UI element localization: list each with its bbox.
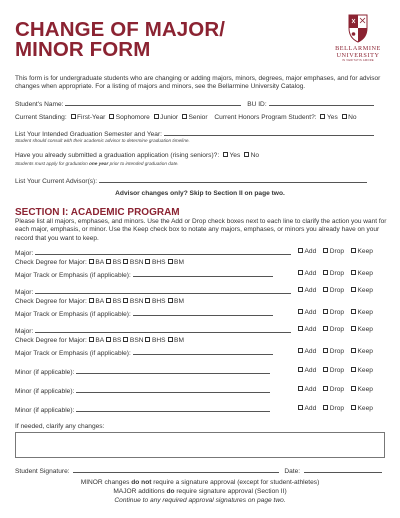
degree-3-bhs-checkbox[interactable]	[145, 337, 150, 342]
minor-1-label: Minor (if applicable):	[15, 369, 75, 376]
minor-1-drop-checkbox[interactable]	[323, 367, 328, 372]
title-line-1: CHANGE OF MAJOR/	[15, 18, 226, 41]
footer-line-1-pre: MINOR changes	[80, 479, 132, 486]
degree-bs-label: BS	[112, 298, 122, 305]
university-logo	[327, 13, 389, 63]
track-1-add-checkbox[interactable]	[298, 270, 303, 275]
footer-line-2-bold: do	[166, 488, 175, 495]
degree-2-bsn-checkbox[interactable]	[123, 298, 128, 303]
add-label: Add	[304, 367, 317, 374]
degree-bs-label: BS	[112, 259, 122, 266]
keep-label: Keep	[357, 386, 373, 393]
track-3-label: Major Track or Emphasis (if applicable):	[15, 350, 131, 357]
bu-id-label: BU ID:	[247, 101, 267, 108]
add-label: Add	[304, 405, 317, 412]
minor-1-actions	[296, 366, 373, 375]
major-1-keep-checkbox[interactable]	[351, 248, 356, 253]
track-3-row	[15, 347, 273, 358]
major-1-row	[15, 247, 291, 258]
grad-app-no-checkbox[interactable]	[244, 152, 249, 157]
bu-id-field[interactable]	[269, 98, 374, 106]
degree-bs-label: BS	[112, 337, 122, 344]
footer-line-2-pre: MAJOR additions	[113, 488, 167, 495]
section-1-instructions: Please list all majors, emphases, and minors. Use the Add or Drop check boxes next to each line to clarify the action you want for each major, emphasis, or minor. Use the Keep check box to notate any majors, emphases, or minors you already have on your record that you want to keep.	[15, 218, 387, 242]
drop-label: Drop	[329, 386, 345, 393]
crest-icon	[347, 13, 369, 43]
minor-3-row	[15, 404, 270, 415]
student-name-row	[15, 98, 374, 109]
track-3-actions	[296, 347, 373, 356]
track-2-label: Major Track or Emphasis (if applicable):	[15, 311, 131, 318]
degree-1-ba-checkbox[interactable]	[89, 259, 94, 264]
standing-junior-checkbox[interactable]	[154, 114, 159, 119]
degree-bsn-label: BSN	[129, 298, 144, 305]
degree-3-bsn-checkbox[interactable]	[123, 337, 128, 342]
major-3-keep-checkbox[interactable]	[351, 326, 356, 331]
degree-ba-label: BA	[95, 259, 105, 266]
add-label: Add	[304, 309, 317, 316]
minor-3-label: Minor (if applicable):	[15, 407, 75, 414]
graduation-label: List Your Intended Graduation Semester and Year:	[15, 131, 162, 138]
track-1-label: Major Track or Emphasis (if applicable):	[15, 272, 131, 279]
minor-1-field[interactable]	[76, 366, 270, 374]
grad-app-yes-checkbox[interactable]	[223, 152, 228, 157]
degree-3-bm-checkbox[interactable]	[168, 337, 173, 342]
footer-line-1-post: require a signature approval (except for student-athletes)	[151, 479, 320, 486]
degree-2-bs-checkbox[interactable]	[106, 298, 111, 303]
standing-senior-checkbox[interactable]	[182, 114, 187, 119]
minor-3-actions	[296, 404, 373, 413]
major-2-add-checkbox[interactable]	[298, 287, 303, 292]
add-label: Add	[304, 348, 317, 355]
standing-row	[15, 113, 357, 122]
degree-bsn-label: BSN	[129, 337, 144, 344]
minor-2-keep-checkbox[interactable]	[351, 386, 356, 391]
track-2-row	[15, 308, 273, 319]
track-3-drop-checkbox[interactable]	[323, 348, 328, 353]
drop-label: Drop	[329, 348, 345, 355]
degree-bm-label: BM	[174, 259, 184, 266]
degree-3-row	[15, 336, 184, 345]
degree-1-bm-checkbox[interactable]	[168, 259, 173, 264]
grad-app-note-bold: one year	[89, 161, 109, 166]
keep-label: Keep	[357, 287, 373, 294]
title-line-2: MINOR FORM	[15, 38, 151, 61]
footer-line-2	[0, 487, 400, 496]
logo-line-1: BELLARMINE	[335, 45, 381, 52]
add-label: Add	[304, 326, 317, 333]
honors-label: Current Honors Program Student?:	[214, 114, 317, 121]
footer-line-2-post: require signature approval (Section II)	[174, 488, 287, 495]
signature-label: Student Signature:	[15, 468, 70, 475]
drop-label: Drop	[329, 309, 345, 316]
minor-1-row	[15, 366, 270, 377]
standing-first-year-checkbox[interactable]	[71, 114, 76, 119]
minor-3-add-checkbox[interactable]	[298, 405, 303, 410]
minor-3-drop-checkbox[interactable]	[323, 405, 328, 410]
track-2-add-checkbox[interactable]	[298, 309, 303, 314]
advisors-label: List Your Current Advisor(s):	[15, 178, 98, 185]
degree-1-bs-checkbox[interactable]	[106, 259, 111, 264]
keep-label: Keep	[357, 326, 373, 333]
degree-2-row	[15, 297, 184, 306]
major-2-label: Major:	[15, 289, 34, 296]
track-3-keep-checkbox[interactable]	[351, 348, 356, 353]
grad-app-label: Have you already submitted a graduation application (rising seniors)?:	[15, 152, 220, 159]
minor-2-row	[15, 385, 270, 396]
minor-1-keep-checkbox[interactable]	[351, 367, 356, 372]
degree-bm-label: BM	[174, 337, 184, 344]
minor-2-actions	[296, 385, 373, 394]
track-1-actions	[296, 269, 373, 278]
major-3-row	[15, 325, 291, 336]
track-1-drop-checkbox[interactable]	[323, 270, 328, 275]
logo-line-2: UNIVERSITY	[336, 52, 380, 59]
major-3-actions	[296, 325, 373, 334]
standing-label: Current Standing:	[15, 114, 67, 121]
form-title	[15, 20, 225, 60]
degree-2-label: Check Degree for Major:	[15, 298, 87, 305]
date-label: Date:	[284, 468, 301, 475]
track-1-field[interactable]	[133, 269, 273, 277]
degree-ba-label: BA	[95, 337, 105, 344]
major-3-label: Major:	[15, 328, 34, 335]
advisors-field[interactable]	[99, 175, 367, 183]
degree-bhs-label: BHS	[151, 298, 166, 305]
minor-2-drop-checkbox[interactable]	[323, 386, 328, 391]
grad-app-row	[15, 151, 259, 160]
standing-first-year-label: First-Year	[77, 114, 106, 121]
logo-motto: IN VERITATIS AMORE	[342, 59, 374, 62]
degree-2-bhs-checkbox[interactable]	[145, 298, 150, 303]
advisors-row	[15, 175, 367, 186]
track-2-drop-checkbox[interactable]	[323, 309, 328, 314]
honors-yes-checkbox[interactable]	[320, 114, 325, 119]
honors-no-checkbox[interactable]	[342, 114, 347, 119]
major-3-drop-checkbox[interactable]	[323, 326, 328, 331]
standing-sophomore-label: Sophomore	[115, 114, 150, 121]
keep-label: Keep	[357, 270, 373, 277]
major-2-row	[15, 286, 291, 297]
add-label: Add	[304, 248, 317, 255]
signature-field[interactable]	[73, 465, 279, 473]
standing-senior-label: Senior	[188, 114, 208, 121]
grad-app-no-label: No	[250, 152, 260, 159]
keep-label: Keep	[357, 309, 373, 316]
clarify-label: If needed, clarify any changes:	[15, 423, 105, 430]
signature-row	[15, 465, 382, 476]
degree-2-ba-checkbox[interactable]	[89, 298, 94, 303]
minor-3-field[interactable]	[76, 404, 270, 412]
major-2-keep-checkbox[interactable]	[351, 287, 356, 292]
track-2-actions	[296, 308, 373, 317]
degree-1-bsn-checkbox[interactable]	[123, 259, 128, 264]
drop-label: Drop	[329, 287, 345, 294]
grad-app-yes-label: Yes	[229, 152, 241, 159]
keep-label: Keep	[357, 405, 373, 412]
intro-text: This form is for undergraduate students who are changing or adding majors, minors, degrees, major emphases, and for advisor changes when appropriate. For a listing of majors and minors, see the Bellarmine University Catalog.	[15, 75, 381, 91]
minor-3-keep-checkbox[interactable]	[351, 405, 356, 410]
drop-label: Drop	[329, 367, 345, 374]
minor-1-add-checkbox[interactable]	[298, 367, 303, 372]
drop-label: Drop	[329, 405, 345, 412]
major-3-field[interactable]	[35, 325, 291, 333]
grad-app-note-post: prior to intended graduation date.	[108, 161, 179, 166]
major-2-actions	[296, 286, 373, 295]
grad-app-note	[15, 161, 179, 166]
degree-bm-label: BM	[174, 298, 184, 305]
keep-label: Keep	[357, 367, 373, 374]
graduation-field[interactable]	[164, 128, 374, 136]
footer-line-3-text: Continue to any required approval signatures on page two.	[114, 497, 286, 504]
add-label: Add	[304, 386, 317, 393]
degree-ba-label: BA	[95, 298, 105, 305]
track-1-keep-checkbox[interactable]	[351, 270, 356, 275]
degree-1-row	[15, 258, 184, 267]
honors-yes-label: Yes	[326, 114, 338, 121]
major-2-drop-checkbox[interactable]	[323, 287, 328, 292]
date-field[interactable]	[304, 465, 382, 473]
minor-2-label: Minor (if applicable):	[15, 388, 75, 395]
major-1-drop-checkbox[interactable]	[323, 248, 328, 253]
keep-label: Keep	[357, 248, 373, 255]
minor-2-add-checkbox[interactable]	[298, 386, 303, 391]
major-1-add-checkbox[interactable]	[298, 248, 303, 253]
degree-3-bs-checkbox[interactable]	[106, 337, 111, 342]
add-label: Add	[304, 270, 317, 277]
standing-junior-label: Junior	[160, 114, 179, 121]
track-3-field[interactable]	[133, 347, 273, 355]
drop-label: Drop	[329, 248, 345, 255]
degree-bhs-label: BHS	[151, 259, 166, 266]
track-2-keep-checkbox[interactable]	[351, 309, 356, 314]
major-2-field[interactable]	[35, 286, 291, 294]
student-name-label: Student's Name:	[15, 101, 64, 108]
student-name-field[interactable]	[65, 98, 241, 106]
degree-bsn-label: BSN	[129, 259, 144, 266]
clarify-textarea[interactable]	[15, 432, 385, 458]
track-1-row	[15, 269, 273, 280]
drop-label: Drop	[329, 270, 345, 277]
degree-2-bm-checkbox[interactable]	[168, 298, 173, 303]
standing-sophomore-checkbox[interactable]	[109, 114, 114, 119]
major-1-field[interactable]	[35, 247, 291, 255]
minor-2-field[interactable]	[76, 385, 270, 393]
major-1-label: Major:	[15, 250, 34, 257]
track-2-field[interactable]	[133, 308, 273, 316]
grad-app-note-pre: Students must apply for graduation	[15, 161, 90, 166]
keep-label: Keep	[357, 348, 373, 355]
degree-3-ba-checkbox[interactable]	[89, 337, 94, 342]
track-3-add-checkbox[interactable]	[298, 348, 303, 353]
major-3-add-checkbox[interactable]	[298, 326, 303, 331]
graduation-note: Student should consult with their academic advisor to determine graduation timeline.	[15, 138, 190, 143]
major-1-actions	[296, 247, 373, 256]
advisor-note: Advisor changes only? Skip to Section II on page two.	[115, 190, 285, 197]
degree-1-label: Check Degree for Major:	[15, 259, 87, 266]
footer-line-1	[0, 478, 400, 487]
footer-line-3	[0, 496, 400, 505]
drop-label: Drop	[329, 326, 345, 333]
section-1-title: SECTION I: ACADEMIC PROGRAM	[15, 207, 180, 218]
degree-3-label: Check Degree for Major:	[15, 337, 87, 344]
add-label: Add	[304, 287, 317, 294]
degree-1-bhs-checkbox[interactable]	[145, 259, 150, 264]
footer-line-1-bold: do not	[131, 479, 152, 486]
degree-bhs-label: BHS	[151, 337, 166, 344]
honors-no-label: No	[348, 114, 357, 121]
